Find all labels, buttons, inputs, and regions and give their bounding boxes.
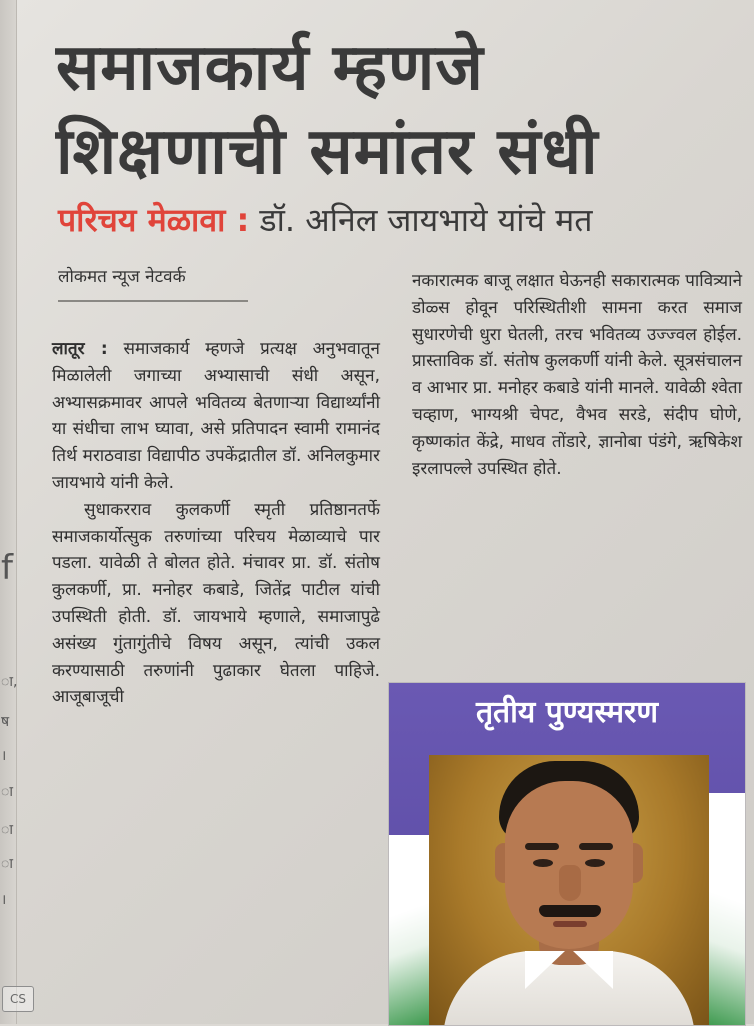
portrait-collar: [525, 951, 565, 989]
edge-glyph: ा: [1, 822, 13, 838]
portrait-eye: [585, 859, 605, 867]
paragraph: सुधाकरराव कुलकर्णी स्मृती प्रतिष्ठानतर्फे समाजकार्योत्सुक तरुणांच्या परिचय मेळाव्याचे पार पडला. यावेळी ते बोलत होते. मंचावर प्रा. डॉ. संतोष कुलकर्णी, प्रा. मनोहर कबाडे, जितेंद्र पाटील यांची उपस्थिती होती. डॉ. जायभाये म्हणाले, समाजापुढे असंख्य गुंतागुंतीचे विषय असून, त्यांची उकल करण्यासाठी तरुणांनी पुढाकार घेतला पाहिजे. आजूबाजूची: [52, 499, 380, 708]
edge-glyph: f: [1, 548, 13, 588]
portrait-photo: [429, 755, 709, 1025]
paragraph-text: समाजकार्य म्हणजे प्रत्यक्ष अनुभवातून मिळालेली जगाच्या अभ्यासाची संधी असून, अभ्यासक्रमावर आपले भवितव्य बेतणाऱ्या विद्यार्थ्यांनी या संधीचा लाभ घ्यावा, असे प्रतिपादन स्वामी रामानंद तिर्थ मराठवाडा विद्यापीठ उपकेंद्रातील डॉ. अनिलकुमार जायभाये यांनी केले.: [52, 339, 380, 493]
subhead-text: डॉ. अनिल जायभाये यांचे मत: [249, 201, 593, 239]
portrait-moustache: [539, 905, 601, 917]
portrait-eyebrow: [579, 843, 613, 850]
article-column-left: [52, 336, 380, 711]
subhead-kicker: परिचय मेळावा :: [58, 201, 250, 239]
edge-glyph: ष: [1, 714, 10, 730]
portrait-nose: [559, 865, 581, 901]
article-column-right: [412, 268, 742, 482]
flag-ribbon-left: [389, 835, 431, 1025]
adjacent-column-edge: [0, 0, 17, 1024]
edge-glyph: ा,: [1, 674, 18, 690]
memorial-advertisement: [388, 682, 746, 1026]
edge-glyph: ा: [1, 856, 13, 872]
ad-title: तृतीय पुण्यस्मरण: [475, 695, 659, 730]
paragraph: नकारात्मक बाजू लक्षात घेऊनही सकारात्मक पावित्र्याने डोळ्स होवून परिस्थितीशी सामना करत समाज सुधारणेची धुरा घेतली, तरच भवितव्य उज्ज्वल होईल. प्रास्ताविक डॉ. संतोष कुलकर्णी यांनी केले. सूत्रसंचालन व आभार प्रा. मनोहर कबाडे यांनी मानले. यावेळी श्वेता चव्हाण, भाग्यश्री चेपट, वैभव सरडे, संदीप घोणे, कृष्णकांत केंद्रे, माधव तोंडारे, ज्ञानोबा पंडंगे, ऋषिकेश इरलापल्ले उपस्थित होते.: [412, 271, 742, 479]
byline: लोकमत न्यूज नेटवर्क: [58, 267, 186, 287]
portrait-mouth: [553, 921, 587, 927]
portrait-eye: [533, 859, 553, 867]
portrait-collar: [573, 951, 613, 989]
edge-glyph: ।: [1, 892, 7, 908]
scanner-watermark: CS: [2, 986, 34, 1012]
subheadline: [58, 196, 738, 244]
headline-line-1: समाजकार्य म्हणजे: [56, 31, 484, 105]
paragraph: [52, 336, 380, 497]
edge-glyph: ।: [1, 748, 7, 764]
flag-ribbon-right: [705, 793, 745, 1025]
edge-glyph: ा: [1, 784, 13, 800]
dateline: लातूर :: [52, 339, 108, 359]
byline-divider: [58, 300, 248, 302]
headline-line-2: शिक्षणाची समांतर संधी: [56, 115, 599, 189]
portrait-eyebrow: [525, 843, 559, 850]
